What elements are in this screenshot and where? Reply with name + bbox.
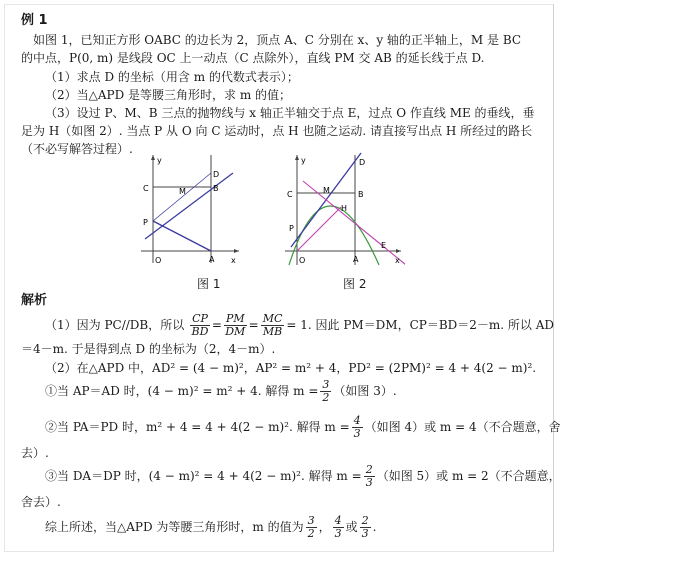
document-page [4,4,561,552]
solution-line-6: 去）. [21,446,49,460]
solution-title: 解析 [21,293,48,308]
fig1-label-A: A [209,255,215,264]
fig2-label-H: H [341,204,348,213]
fig2-label-O: O [299,256,306,265]
fig2-label-B: B [358,190,364,199]
figure-1 [131,151,243,269]
fig2-label-P: P [289,224,294,233]
fig1-label-P: P [143,218,148,227]
solution-line-9: 综上所述，当△APD 为等腰三角形时，m 的值为 $\frac{3}{2}$ ， $\frac{4}{3}$ 或 $\frac{2}{3}$ . [45,514,377,540]
fig1-label-M: M [179,187,186,196]
problem-line-1: 如图 1，已知正方形 OABC 的边长为 2，顶点 A、C 分别在 x、y 轴的正半轴上，M 是 BC [33,33,522,47]
fig2-label-x: x [395,256,400,265]
problem-line-3: （1）求点 D 的坐标（用含 m 的代数式表示）； [45,70,299,84]
figure-1-caption: 图 1 [197,277,221,291]
fig2-label-E: E [381,241,387,250]
fig1-label-x: x [231,256,236,265]
solution-line-8: 舍去）. [21,495,61,509]
fig1-label-D: D [213,170,220,179]
solution-line-7: ③当 DA＝DP 时，(4 − m)² = 4 + 4(2 − m)². 解得 m = $\frac{2}{3}$ （如图 5）或 m = 2（不合题意， [45,463,561,489]
solution-line-5: ②当 PA＝PD 时，m² + 4 = 4 + 4(2 − m)². 解得 m = $\frac{4}{3}$ （如图 4）或 m = 4（不合题意，舍 [45,414,561,440]
problem-line-4: （2）当△APD 是等腰三角形时，求 m 的值； [45,88,292,102]
solution-line-4: ①当 AP＝AD 时，(4 − m)² = m² + 4. 解得 m = $\frac{3}{2}$ （如图 3）. [45,378,397,404]
fig1-label-y: y [157,156,162,165]
figure-2-caption: 图 2 [343,277,367,291]
fig1-label-O: O [155,256,162,265]
problem-line-5: （3）设过 P、M、B 三点的抛物线与 x 轴正半轴交于点 E，过点 O 作直线 ME 的垂线，垂 [45,106,535,120]
solution-line-2: ＝4－m. 于是得到点 D 的坐标为（2，4－m）. [21,342,276,356]
solution-line-1: （1）因为 PC//DB，所以 $\frac{CP}{BD}$ = $\frac{PM}{DM}$ = $\frac{MC}{MB}$ = 1. 因此 PM＝DM，CP＝BD＝2－m. 所以 AD [45,312,555,338]
fig2-label-M: M [323,186,330,195]
fig1-label-C: C [143,184,149,193]
solution-line-3: （2）在△APD 中，AD² = (4 − m)²，AP² = m² + 4，PD² = (2PM)² = 4 + 4(2 − m)². [45,361,537,375]
problem-line-7: （不必写解答过程）. [21,142,133,156]
fig2-label-D: D [359,158,366,167]
problem-line-2: 的中点，P(0, m) 是线段 OC 上一动点（C 点除外），直线 PM 交 AB 的延长线于点 D. [21,51,485,65]
fig2-label-A: A [353,255,359,264]
figure-2 [281,151,405,271]
fig2-label-y: y [301,156,306,165]
example-title: 例 1 [21,13,48,28]
fig2-label-C: C [287,190,293,199]
problem-line-6: 足为 H（如图 2）. 当点 P 从 O 向 C 运动时，点 H 也随之运动. 请直接写出点 H 所经过的路长 [21,124,533,138]
fig1-label-B: B [213,184,219,193]
